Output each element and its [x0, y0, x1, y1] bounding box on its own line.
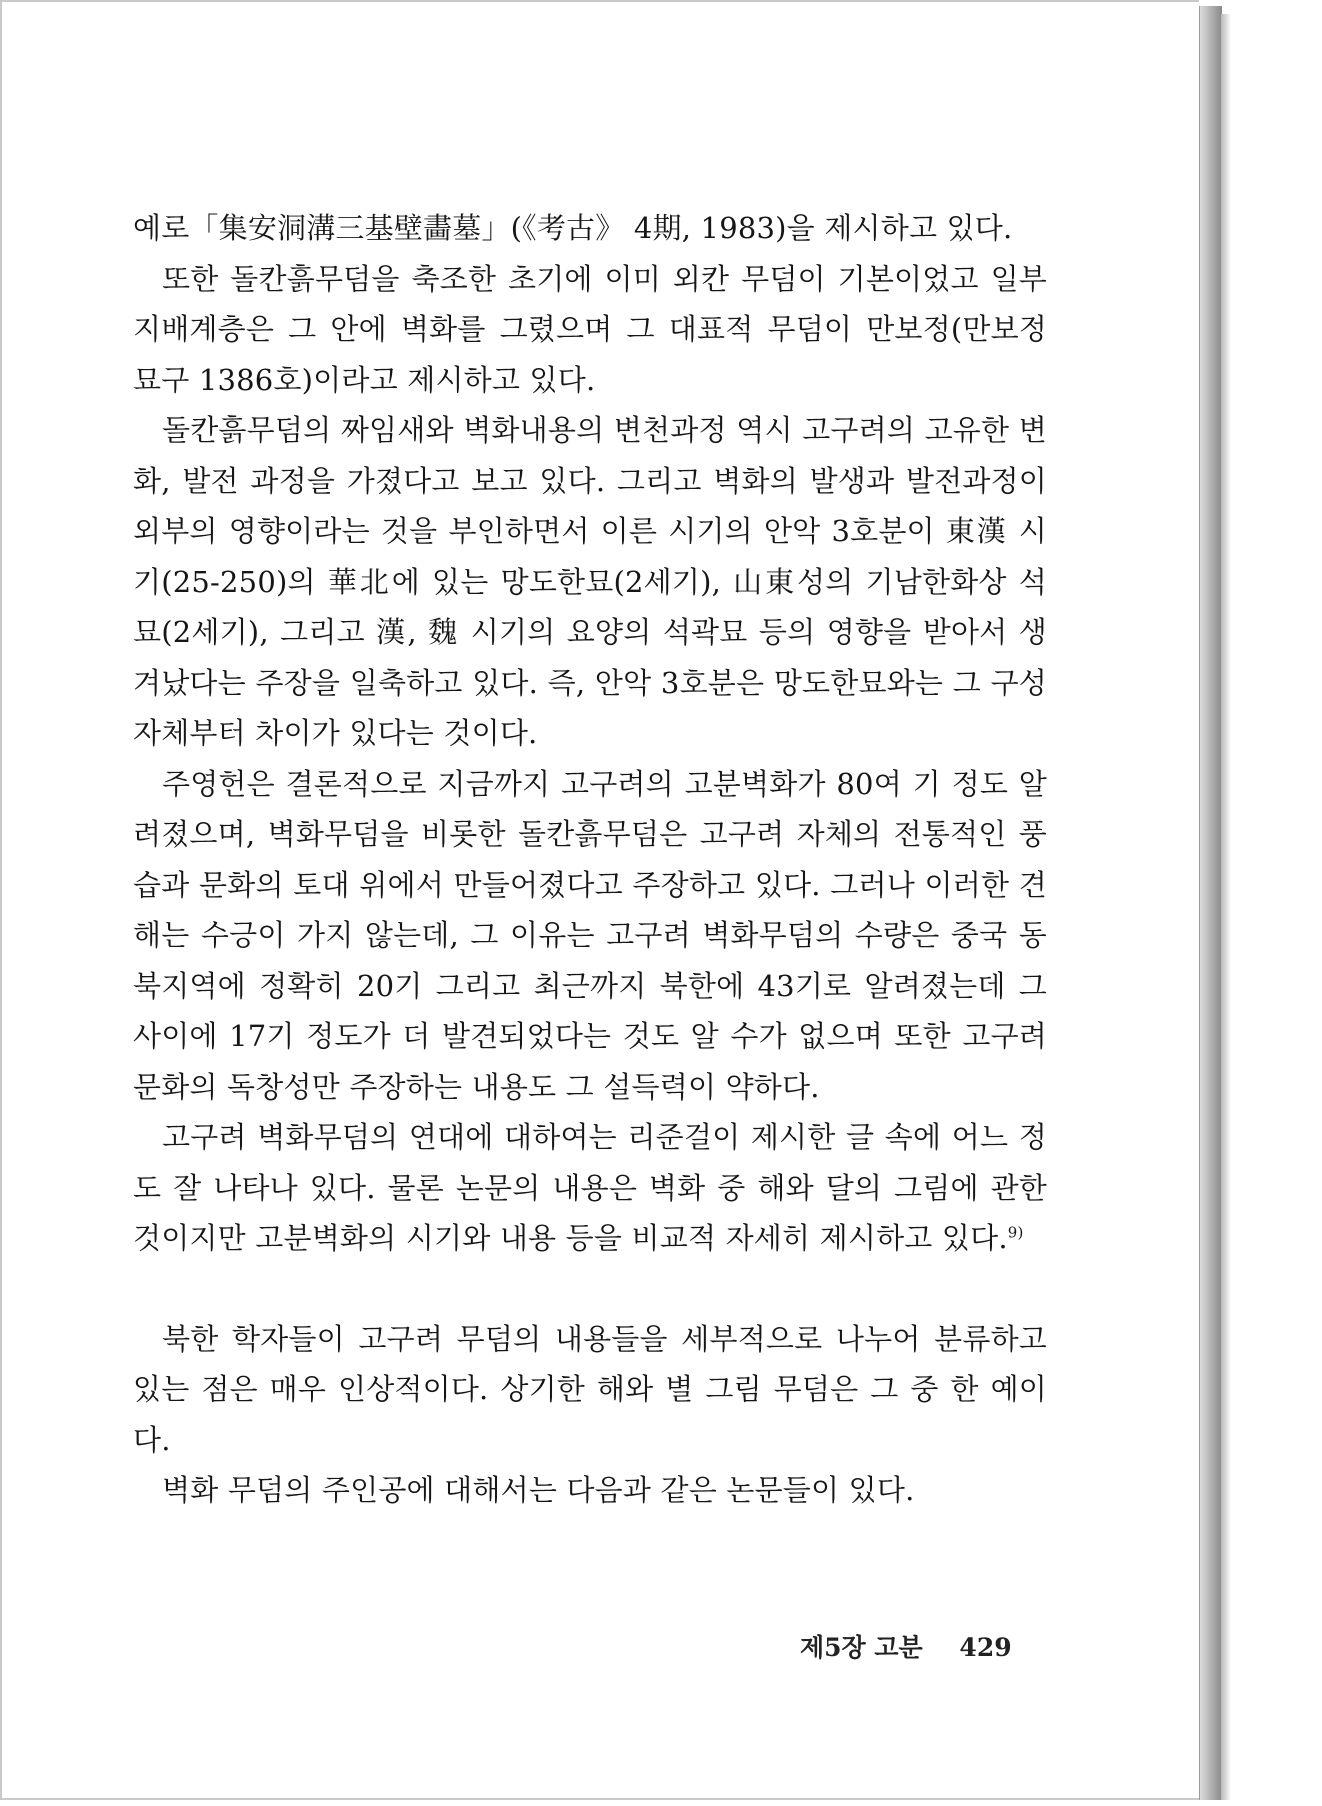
paragraph-text: 고구려 벽화무덤의 연대에 대하여는 리준걸이 제시한 글 속에 어느 정도 잘 나타나 있다. 물론 논문의 내용은 벽화 중 해와 달의 그림에 관한 것이지만 고분벽화의 시기와 내용 등을 비교적 자세히 제시하고 있다. — [133, 1120, 1047, 1255]
page-edge-stack — [1199, 6, 1222, 1800]
footnote-marker: 9) — [1007, 1223, 1024, 1242]
paragraph-continuation: 예로「集安洞溝三基壁畵墓」(《考古》 4期, 1983)을 제시하고 있다. — [133, 211, 1013, 245]
page-edge-shadow — [1221, 14, 1231, 1800]
paragraph: 벽화 무덤의 주인공에 대해서는 다음과 같은 논문들이 있다. — [162, 1473, 915, 1507]
paragraph-with-footnote — [133, 1112, 1047, 1264]
body-text — [133, 203, 1047, 1516]
page-number: 429 — [959, 1633, 1012, 1662]
paragraph: 북한 학자들이 고구려 무덤의 내용들을 세부적으로 나누어 분류하고 있는 점은 매우 인상적이다. 상기한 해와 별 그림 무덤은 그 중 한 예이다. — [133, 1321, 1047, 1457]
chapter-label: 제5장 고분 — [800, 1633, 923, 1662]
paragraph: 주영헌은 결론적으로 지금까지 고구려의 고분벽화가 80여 기 정도 알려졌으며, 벽화무덤을 비롯한 돌칸흙무덤은 고구려 자체의 전통적인 풍습과 문화의 토대 위에서 만들어졌다고 주장하고 있다. 그러나 이러한 견해는 수긍이 가지 않는데, 그 이유는 고구려 벽화무덤의 수량은 중국 동북지역에 정확히 20기 그리고 최근까지 북한에 43기로 알려졌는데 그 사이에 17기 정도가 더 발견되었다는 것도 알 수가 없으며 또한 고구려 문화의 독창성만 주장하는 내용도 그 설득력이 약하다. — [133, 766, 1047, 1104]
running-footer — [800, 1628, 1012, 1664]
paragraph: 돌칸흙무덤의 짜임새와 벽화내용의 변천과정 역시 고구려의 고유한 변화, 발전 과정을 가졌다고 보고 있다. 그리고 벽화의 발생과 발전과정이 외부의 영향이라는 것을 부인하면서 이른 시기의 안악 3호분이 東漢 시기(25-250)의 華北에 있는 망도한묘(2세기), 山東성의 기남한화상 석묘(2세기), 그리고 漢, 魏 시기의 요양의 석곽묘 등의 영향을 받아서 생겨났다는 주장을 일축하고 있다. 즉, 안악 3호분은 망도한묘와는 그 구성 자체부터 차이가 있다는 것이다. — [133, 413, 1047, 750]
paragraph: 또한 돌칸흙무덤을 축조한 초기에 이미 외칸 무덤이 기본이었고 일부 지배계층은 그 안에 벽화를 그렸으며 그 대표적 무덤이 만보정(만보정 묘구 1386호)이라고 제시하고 있다. — [133, 261, 1047, 397]
paragraph-gap — [133, 1264, 1047, 1314]
